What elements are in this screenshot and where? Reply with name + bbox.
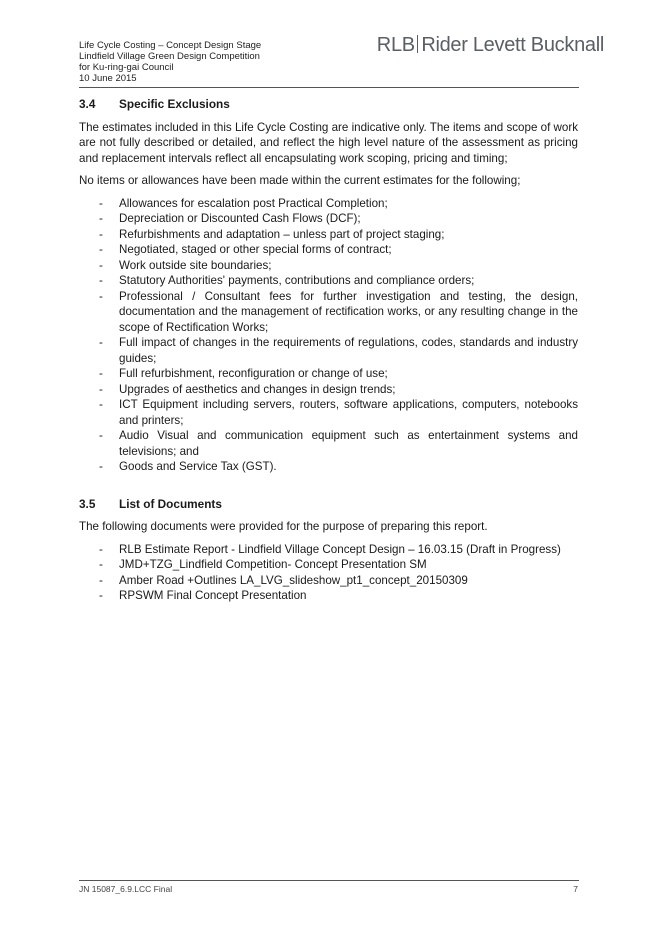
- bullet: -: [99, 382, 103, 396]
- section-spacer: [79, 483, 578, 497]
- list-item-text: Negotiated, staged or other special forms of contract;: [119, 243, 392, 256]
- list-item-text: Statutory Authorities' payments, contributions and compliance orders;: [119, 274, 475, 287]
- list-item: [79, 557, 578, 573]
- list-item-text: Full impact of changes in the requirements of regulations, codes, standards and industry guides;: [119, 336, 578, 365]
- section-heading: [79, 97, 578, 113]
- bullet: -: [99, 367, 103, 380]
- document-header-meta: [79, 40, 261, 84]
- list-item: [79, 397, 578, 428]
- section-title: Specific Exclusions: [119, 97, 230, 111]
- logo-abbreviation: RLB: [376, 34, 415, 56]
- bullet: -: [99, 274, 103, 287]
- bullet: -: [99, 558, 103, 571]
- header-line: Life Cycle Costing – Concept Design Stage: [79, 40, 262, 51]
- list-item: [79, 196, 578, 212]
- list-item-text: Professional / Consultant fees for further investigation and testing, the design, documentation and the management of rectification works, or any resulting change in the scope of Rectification Works;: [119, 289, 578, 334]
- list-item-text: Depreciation or Discounted Cash Flows (DCF);: [119, 212, 361, 225]
- list-item-text: ICT Equipment including servers, routers, software applications, computers, notebooks and printers;: [119, 398, 578, 427]
- section-number: 3.4: [79, 97, 96, 111]
- footer-reference: JN 15087_6.9.LCC Final: [79, 884, 173, 894]
- list-item-text: Goods and Service Tax (GST).: [119, 460, 277, 473]
- list-item-text: Audio Visual and communication equipment such as entertainment systems and televisions; and: [119, 429, 578, 458]
- paragraph: No items or allowances have been made within the current estimates for the following;: [79, 174, 521, 187]
- bullet: -: [99, 336, 103, 349]
- page-number: 7: [573, 884, 578, 894]
- list-item-text: Amber Road +Outlines LA_LVG_slideshow_pt1_concept_20150309: [119, 573, 468, 587]
- list-item: [79, 428, 578, 459]
- logo-divider: [417, 35, 419, 53]
- list-item-text: Upgrades of aesthetics and changes in design trends;: [119, 382, 396, 396]
- list-item: [79, 227, 578, 243]
- list-item-text: JMD+TZG_Lindfield Competition- Concept Presentation SM: [119, 558, 427, 571]
- bullet: -: [99, 243, 103, 256]
- section-number: 3.5: [79, 496, 96, 511]
- header-divider: [79, 87, 579, 88]
- header-line: for Ku-ring-gai Council: [79, 62, 174, 73]
- bullet: -: [99, 212, 103, 225]
- list-item: [79, 573, 578, 589]
- paragraph: The following documents were provided for the purpose of preparing this report.: [79, 520, 488, 533]
- list-item: [79, 542, 578, 558]
- list-item-text: Full refurbishment, reconfiguration or change of use;: [119, 367, 388, 380]
- bullet: -: [99, 196, 103, 210]
- header-date: 10 June 2015: [79, 73, 137, 84]
- list-item-text: RPSWM Final Concept Presentation: [119, 589, 307, 602]
- footer-divider: [79, 880, 579, 881]
- list-item-text: Work outside site boundaries;: [119, 258, 272, 272]
- documents-list: [79, 542, 578, 604]
- list-item: [79, 258, 578, 274]
- bullet: -: [99, 589, 103, 602]
- bullet: -: [99, 398, 103, 411]
- list-item: [79, 211, 578, 227]
- page-content: [79, 97, 578, 612]
- list-item-text: RLB Estimate Report - Lindfield Village Concept Design – 16.03.15 (Draft in Progress): [119, 542, 561, 556]
- list-item: [79, 242, 578, 258]
- list-item: [79, 335, 578, 366]
- section-title: List of Documents: [119, 496, 222, 511]
- list-item: [79, 273, 578, 289]
- list-item: [79, 366, 578, 382]
- list-item-text: Allowances for escalation post Practical Completion;: [119, 196, 388, 210]
- list-item: [79, 459, 578, 475]
- bullet: -: [99, 227, 103, 241]
- bullet: -: [99, 460, 103, 473]
- list-item-text: Refurbishments and adaptation – unless part of project staging;: [119, 227, 445, 241]
- bullet: -: [99, 289, 103, 303]
- section-heading: [79, 497, 578, 513]
- logo-company-name: Rider Levett Bucknall: [421, 34, 604, 56]
- bullet: -: [99, 542, 103, 556]
- header-line: Lindfield Village Green Design Competition: [79, 51, 260, 62]
- exclusions-list: [79, 196, 578, 475]
- paragraph: The estimates included in this Life Cycle Costing are indicative only. The items and scope of work are not fully described or detailed, and reflect the high level nature of the assessment as pricing and replacement intervals reflect all encapsulating work scoping, pricing and timing;: [79, 120, 578, 165]
- bullet: -: [99, 429, 103, 442]
- list-item: [79, 382, 578, 398]
- company-logo: [377, 34, 604, 57]
- bullet: -: [99, 258, 103, 272]
- list-item: [79, 588, 578, 604]
- list-item: [79, 289, 578, 336]
- bullet: -: [99, 573, 103, 587]
